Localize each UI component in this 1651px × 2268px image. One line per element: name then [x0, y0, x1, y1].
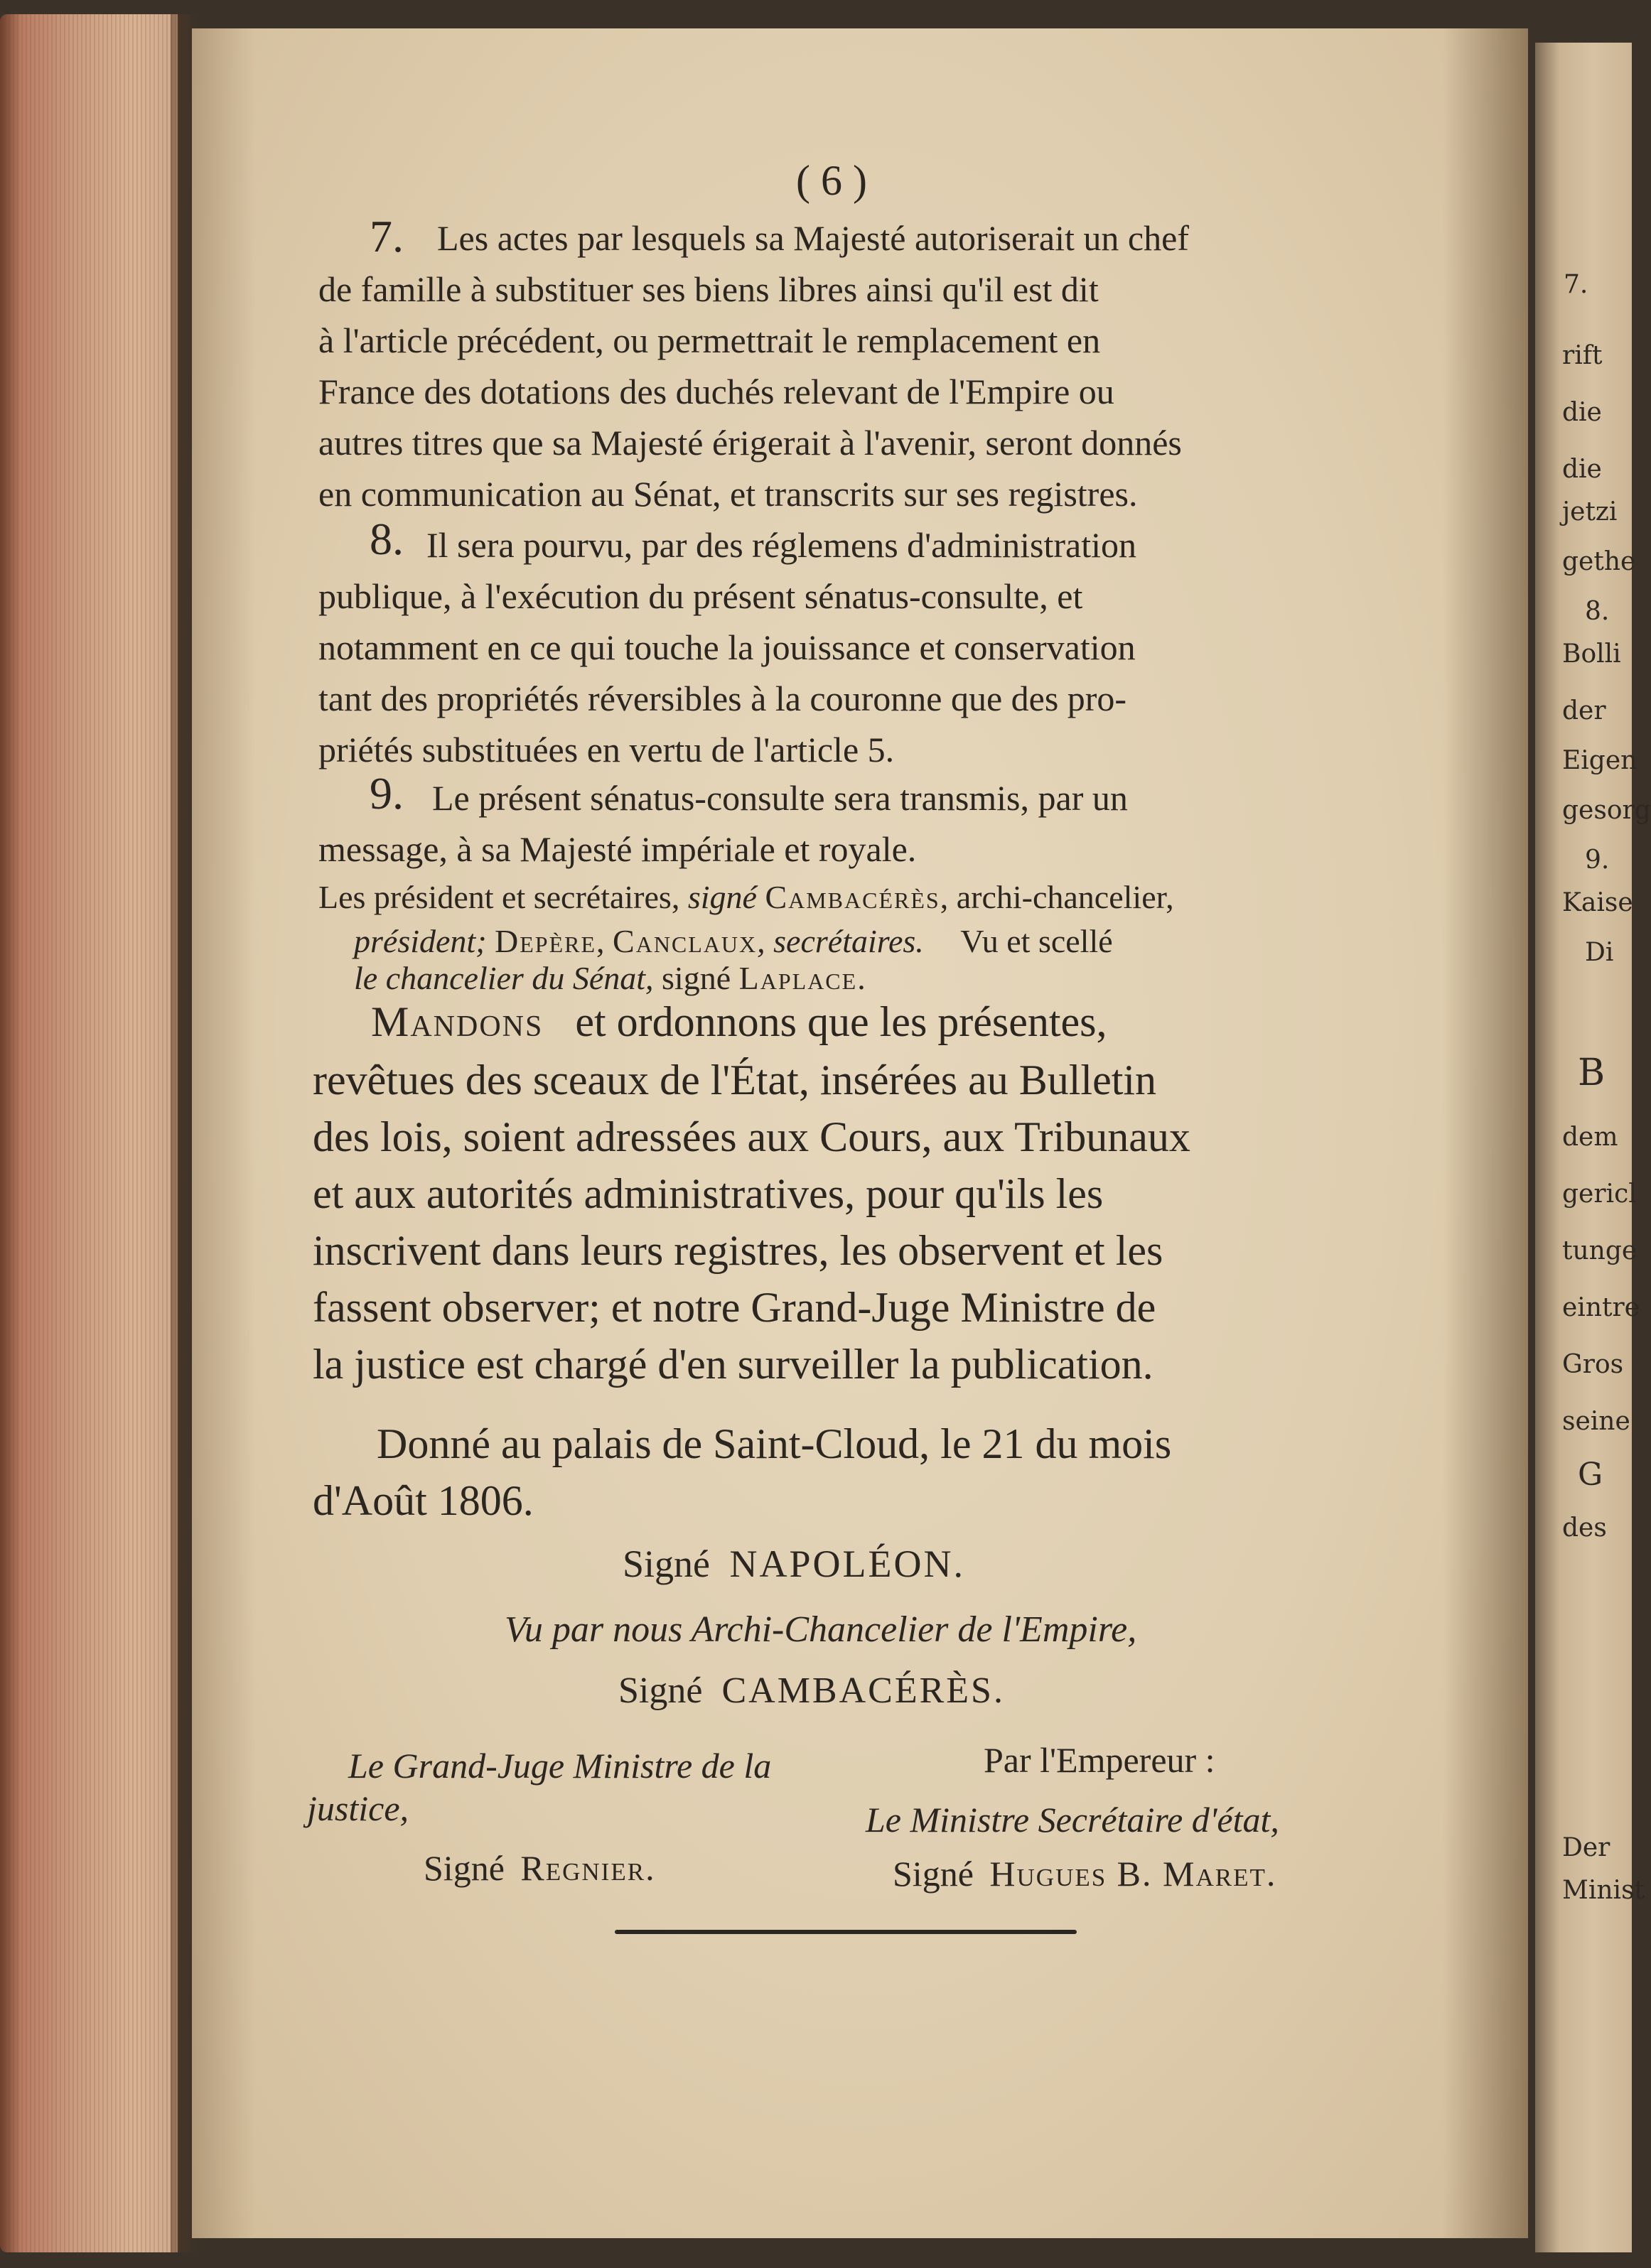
text-line: la justice est chargé d'en surveiller la publication.	[313, 1341, 1153, 1388]
text-line: à l'article précédent, ou permettrait le remplacement en	[318, 320, 1101, 360]
fragment: Eigen	[1562, 746, 1637, 775]
adjacent-page	[1535, 43, 1651, 2252]
fragment: 7.	[1564, 270, 1588, 299]
text-line: Il sera pourvu, par des réglemens d'administration	[426, 525, 1136, 565]
signature-cambaceres: Signé CAMBACÉRÈS.	[618, 1670, 1005, 1711]
signature-napoleon: Signé NAPOLÉON.	[623, 1543, 966, 1585]
text-line: d'Août 1806.	[313, 1477, 534, 1524]
text-line: notamment en ce qui touche la jouissance et conservation	[318, 627, 1136, 667]
fragment: dem	[1562, 1123, 1618, 1152]
text-line: Le Grand-Juge Ministre de la	[348, 1746, 772, 1786]
text-line: Le présent sénatus-consulte sera transmis, par un	[432, 778, 1128, 818]
text-line: justice,	[307, 1788, 409, 1828]
text-line: de famille à substituer ses biens libres ainsi qu'il est dit	[318, 269, 1099, 309]
book-edge-left	[0, 14, 178, 2252]
fragment: jetzi	[1562, 497, 1618, 526]
fragment: die	[1562, 455, 1602, 484]
text-line: et aux autorités administratives, pour qu'ils les	[313, 1170, 1104, 1217]
signatories-line: Les président et secrétaires, signé Cambacérès, archi-chancelier,	[318, 879, 1174, 915]
fragment: 9.	[1585, 846, 1610, 875]
text-line: publique, à l'exécution du présent sénatus-consulte, et	[318, 576, 1083, 616]
fragment: gethe	[1562, 547, 1636, 576]
text-line: en communication au Sénat, et transcrits sur ses registres.	[318, 474, 1138, 514]
fragment: G	[1578, 1457, 1603, 1493]
text-line: autres titres que sa Majesté érigerait à l'avenir, seront donnés	[318, 423, 1182, 463]
fragment: rift	[1562, 341, 1603, 370]
fragment: gericl	[1562, 1179, 1637, 1209]
fragment: eintre	[1562, 1293, 1640, 1322]
vu-par-nous: Vu par nous Archi-Chancelier de l'Empire,	[505, 1609, 1137, 1650]
fragment: Di	[1585, 938, 1614, 967]
signatories-line: le chancelier du Sénat, signé Laplace.	[354, 960, 866, 996]
fragment: 8.	[1585, 597, 1610, 626]
signature-regnier: Signé Regnier.	[424, 1848, 656, 1888]
article-number: 7.	[370, 211, 404, 261]
text-line: Le Ministre Secrétaire d'état,	[866, 1800, 1279, 1840]
page-number: ( 6 )	[796, 157, 867, 204]
signature-maret: Signé Hugues B. Maret.	[893, 1854, 1277, 1894]
signatories-line: président; Depère, Canclaux, secrétaires. Vu et scellé	[354, 923, 1113, 959]
fragment: der	[1562, 696, 1606, 725]
text-line: fassent observer; et notre Grand-Juge Ministre de	[313, 1284, 1156, 1331]
text-line: Mandons et ordonnons que les présentes,	[371, 998, 1107, 1045]
text-line: Les actes par lesquels sa Majesté autoriserait un chef	[437, 218, 1189, 258]
fragment: des	[1562, 1513, 1607, 1543]
text-line: France des dotations des duchés relevant de l'Empire ou	[318, 372, 1114, 411]
fragment: Bolli	[1562, 639, 1621, 669]
text-line: message, à sa Majesté impériale et royale.	[318, 829, 917, 869]
fragment: Kaise	[1562, 888, 1633, 917]
closing-rule	[615, 1930, 1077, 1934]
fragment: Der	[1562, 1833, 1610, 1862]
text-line: revêtues des sceaux de l'État, insérées au Bulletin	[313, 1057, 1157, 1103]
fragment: gesorg	[1562, 796, 1651, 825]
fragment: tunge	[1562, 1236, 1637, 1265]
fragment: Gros	[1562, 1350, 1624, 1379]
article-number: 8.	[370, 514, 404, 564]
text-line: des lois, soient adressées aux Cours, aux Tribunaux	[313, 1113, 1190, 1160]
fragment: seine	[1562, 1407, 1630, 1436]
fragment: B	[1578, 1052, 1606, 1094]
text-line: priétés substituées en vertu de l'article 5.	[318, 730, 895, 770]
article-number: 9.	[370, 768, 404, 819]
fragment: Minist	[1562, 1876, 1645, 1905]
text-line: Donné au palais de Saint-Cloud, le 21 du mois	[377, 1420, 1172, 1467]
text-line: tant des propriétés réversibles à la couronne que des pro-	[318, 679, 1127, 718]
text-line: Par l'Empereur :	[984, 1740, 1215, 1780]
fragment: die	[1562, 398, 1602, 427]
text-line: inscrivent dans leurs registres, les observent et les	[313, 1227, 1163, 1274]
